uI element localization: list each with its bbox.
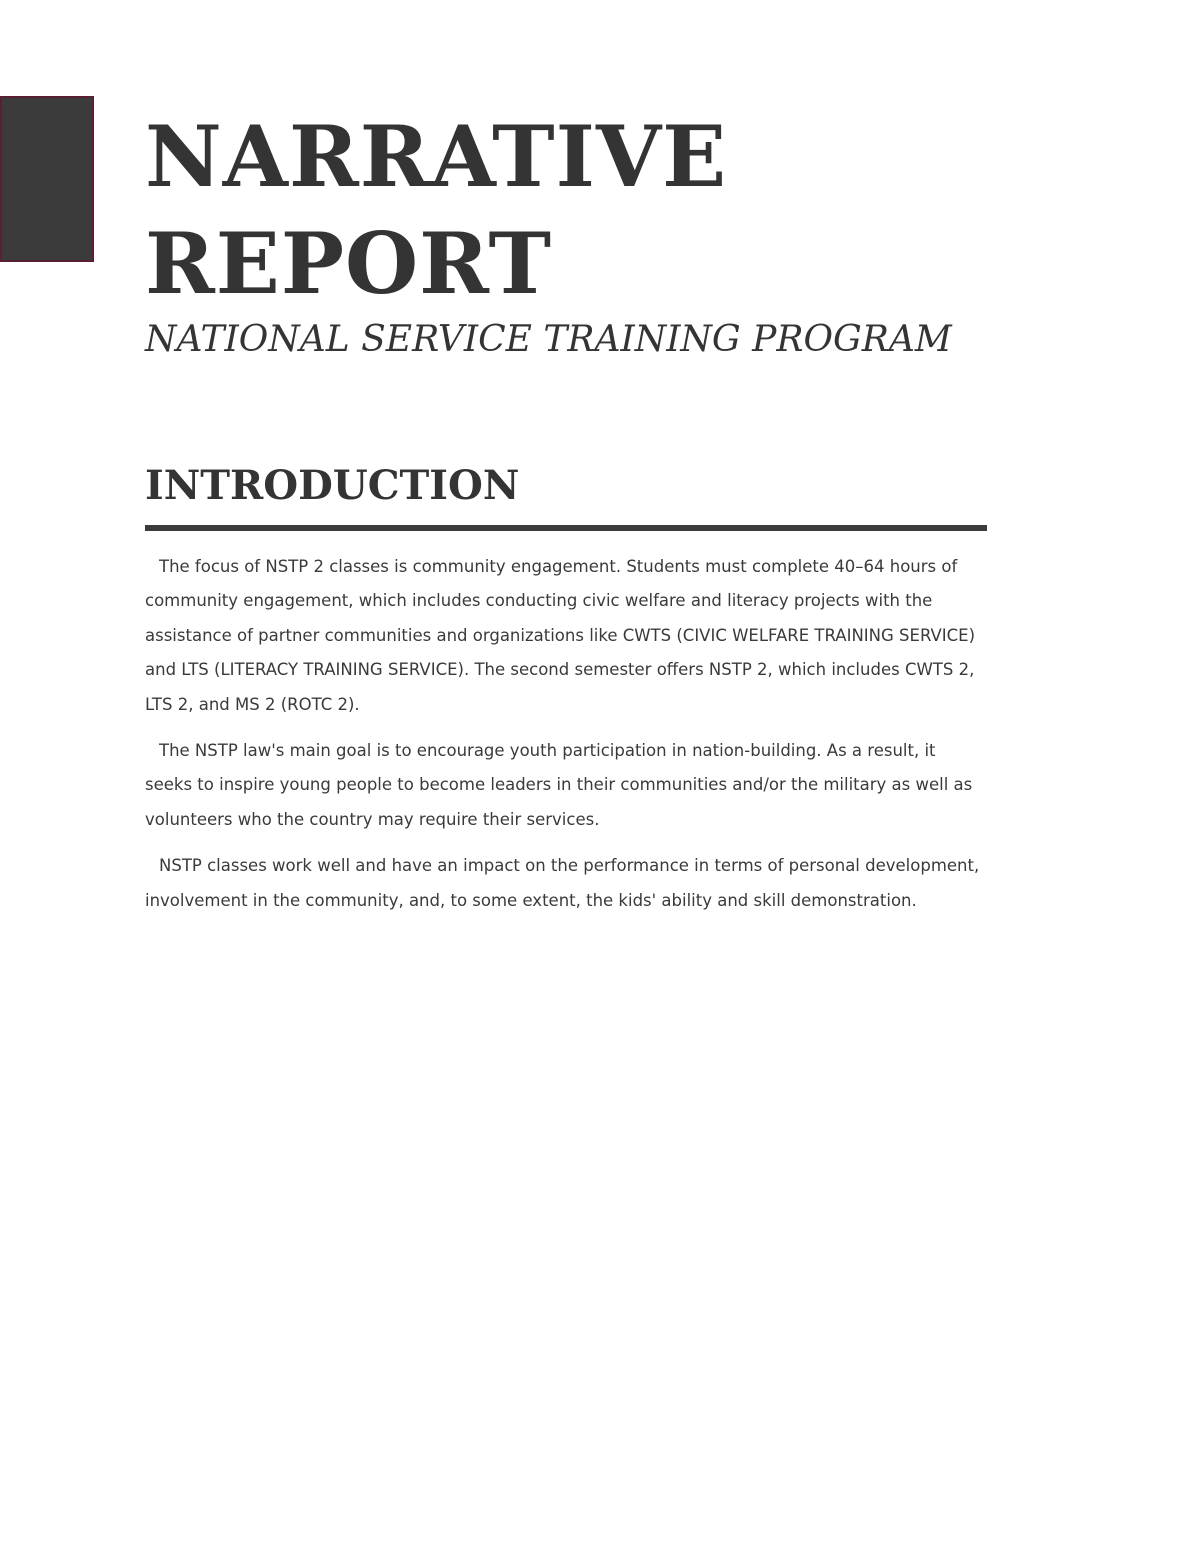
title-line-1: NARRATIVE [145,107,728,206]
paragraph-1: The focus of NSTP 2 classes is community engagement. Students must complete 40–64 hours of community engagement, which includes conducting civic welfare and literacy projects with the assistance of partner communities and organizations like CWTS (CIVIC WELFARE TRAINING SERVICE) and LTS (LITERACY TRAINING SERVICE). The second semester offers NSTP 2, which includes CWTS 2, LTS 2, and MS 2 (ROTC 2). [145,557,976,714]
document-subtitle: NATIONAL SERVICE TRAINING PROGRAM [145,319,952,360]
section-heading: INTRODUCTION [145,462,520,509]
heading-rule [145,525,987,531]
paragraph-2: The NSTP law's main goal is to encourage youth participation in nation-building. As a result, it seeks to inspire young people to become leaders in their communities and/or the military as well as volunteers who the country may require their services. [145,741,973,829]
decorative-side-block [0,96,94,262]
title-line-2: REPORT [145,214,553,313]
section-body [145,550,987,930]
paragraph-3: NSTP classes work well and have an impact on the performance in terms of personal development, involvement in the community, and, to some extent, the kids' ability and skill demonstration. [145,856,980,910]
